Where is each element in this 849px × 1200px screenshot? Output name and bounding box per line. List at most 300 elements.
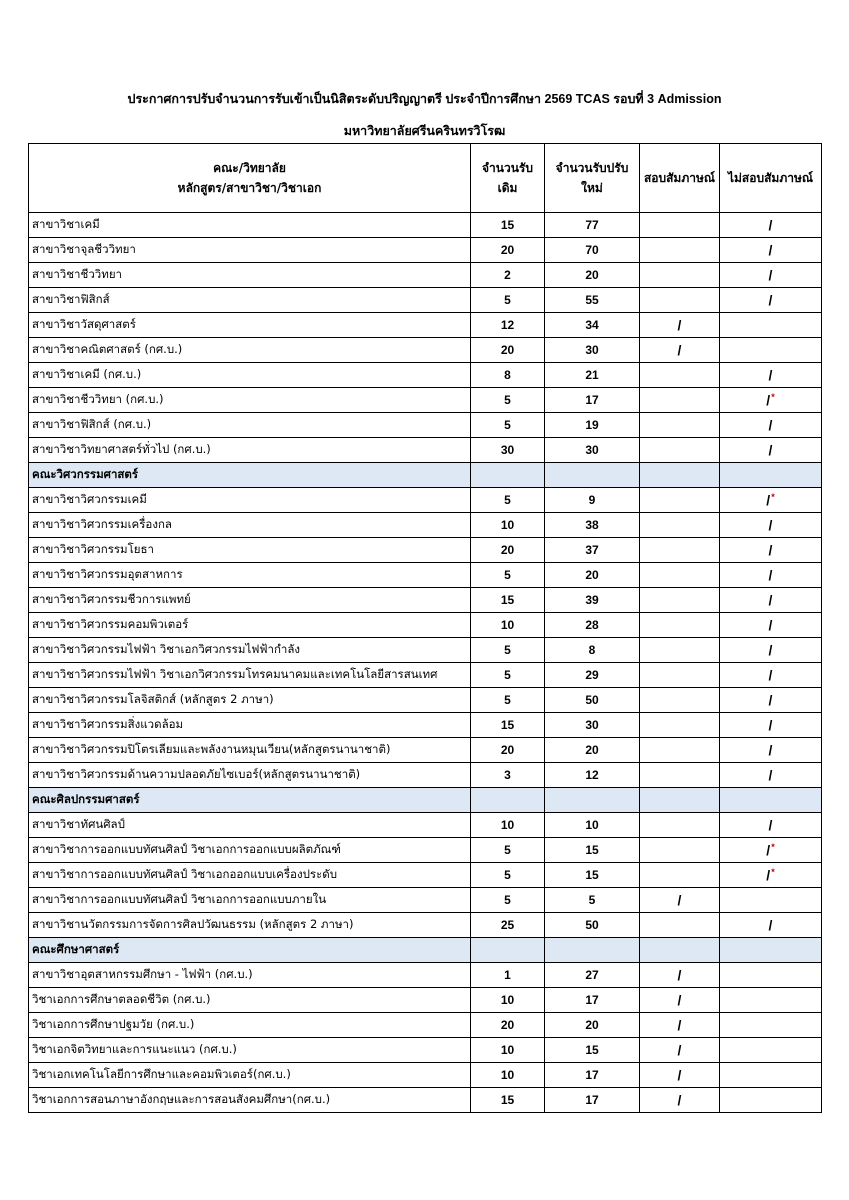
program-name	[29, 1013, 471, 1038]
program-name-text: สาขาวิชาทัศนศิลป์	[32, 817, 125, 831]
new-quota-text: 77	[585, 218, 599, 232]
table-row	[29, 688, 822, 713]
new-quota	[545, 688, 640, 713]
original-quota-text: 20	[500, 343, 515, 357]
section-empty-cell	[471, 463, 545, 488]
new-quota-text: 20	[585, 268, 599, 282]
original-quota	[471, 813, 545, 838]
no-interview-mark	[720, 613, 822, 638]
program-name-text: สาขาวิชาวิศวกรรมสิ่งแวดล้อม	[32, 717, 184, 731]
original-quota	[471, 313, 545, 338]
program-name	[29, 1088, 471, 1113]
no-interview-mark	[720, 563, 822, 588]
new-quota	[545, 413, 640, 438]
original-quota-text: 20	[500, 243, 515, 257]
program-name-text: สาขาวิชาวิศวกรรมชีวการแพทย์	[32, 592, 191, 606]
original-quota-text: 5	[504, 643, 511, 657]
program-name	[29, 313, 471, 338]
new-quota	[545, 563, 640, 588]
no-interview-mark-text: /	[768, 742, 773, 758]
program-name-text: สาขาวิชาวิศวกรรมโยธา	[32, 542, 155, 556]
new-quota	[545, 588, 640, 613]
new-quota-text: 30	[585, 718, 599, 732]
section-name: คณะวิศวกรรมศาสตร์	[29, 463, 471, 488]
program-name-text: สาขาวิชาวิศวกรรมไฟฟ้า วิชาเอกวิศวกรรมไฟฟ้ากำลัง	[32, 642, 301, 656]
no-interview-mark-text: /	[766, 392, 771, 408]
program-name-text: สาขาวิชาจุลชีววิทยา	[32, 242, 136, 256]
original-quota-text: 5	[504, 843, 511, 857]
program-name-text: สาขาวิชาการออกแบบทัศนศิลป์ วิชาเอกการออกแบบภายใน	[32, 892, 327, 906]
table-row	[29, 263, 822, 288]
header-new-quota-line1: จำนวนรับปรับ	[555, 161, 629, 175]
no-interview-mark	[720, 813, 822, 838]
header-new-quota-line2: ใหม่	[581, 181, 603, 195]
interview-mark	[640, 913, 720, 938]
table-row	[29, 988, 822, 1013]
interview-mark-text: /	[677, 317, 682, 333]
no-interview-mark-text: /	[766, 867, 771, 883]
new-quota-text: 39	[585, 593, 599, 607]
table-header-row	[29, 144, 822, 213]
interview-mark	[640, 588, 720, 613]
interview-mark	[640, 313, 720, 338]
no-interview-mark	[720, 863, 822, 888]
interview-mark	[640, 288, 720, 313]
no-interview-mark	[720, 663, 822, 688]
new-quota	[545, 1013, 640, 1038]
no-interview-mark	[720, 688, 822, 713]
new-quota	[545, 363, 640, 388]
new-quota-text: 50	[585, 918, 599, 932]
original-quota-text: 20	[500, 1018, 515, 1032]
interview-mark	[640, 438, 720, 463]
program-name-text: สาขาวิชาวิศวกรรมด้านความปลอดภัยไซเบอร์(หลักสูตรนานาชาติ)	[32, 767, 361, 781]
new-quota-text: 17	[585, 1068, 599, 1082]
program-name	[29, 613, 471, 638]
table-row	[29, 588, 822, 613]
table-row	[29, 963, 822, 988]
original-quota	[471, 438, 545, 463]
new-quota	[545, 638, 640, 663]
program-name	[29, 238, 471, 263]
new-quota-text: 29	[585, 668, 599, 682]
program-name	[29, 863, 471, 888]
section-empty-cell	[471, 938, 545, 963]
interview-mark-text: /	[677, 1092, 682, 1108]
original-quota-text: 5	[504, 668, 511, 682]
interview-mark-text: /	[677, 967, 682, 983]
table-row	[29, 738, 822, 763]
table-row	[29, 763, 822, 788]
no-interview-mark-text: /	[768, 592, 773, 608]
interview-mark	[640, 488, 720, 513]
table-row	[29, 413, 822, 438]
program-name	[29, 563, 471, 588]
program-name	[29, 738, 471, 763]
new-quota	[545, 838, 640, 863]
interview-mark-text: /	[677, 992, 682, 1008]
new-quota	[545, 263, 640, 288]
original-quota-text: 15	[500, 718, 515, 732]
table-row	[29, 513, 822, 538]
original-quota	[471, 263, 545, 288]
no-interview-mark	[720, 488, 822, 513]
section-empty-cell	[640, 788, 720, 813]
original-quota	[471, 988, 545, 1013]
interview-mark	[640, 763, 720, 788]
interview-mark	[640, 363, 720, 388]
original-quota	[471, 363, 545, 388]
original-quota	[471, 388, 545, 413]
program-name	[29, 888, 471, 913]
original-quota	[471, 488, 545, 513]
original-quota	[471, 513, 545, 538]
no-interview-mark-text: /	[768, 717, 773, 733]
no-interview-mark-text: /	[768, 217, 773, 233]
new-quota	[545, 313, 640, 338]
original-quota	[471, 338, 545, 363]
header-program-line1: คณะ/วิทยาลัย	[213, 161, 286, 175]
program-name-text: สาขาวิชานวัตกรรมการจัดการศิลปวัฒนธรรม (หลักสูตร 2 ภาษา)	[32, 917, 354, 931]
no-interview-mark-text: /	[766, 492, 771, 508]
new-quota	[545, 713, 640, 738]
original-quota	[471, 413, 545, 438]
original-quota	[471, 613, 545, 638]
new-quota-text: 37	[585, 543, 599, 557]
interview-mark	[640, 338, 720, 363]
new-quota	[545, 988, 640, 1013]
program-name-text: สาขาวิชาชีววิทยา	[32, 267, 123, 281]
new-quota	[545, 763, 640, 788]
asterisk-icon: *	[771, 842, 775, 852]
no-interview-mark-text: /	[768, 642, 773, 658]
section-empty-cell	[640, 463, 720, 488]
table-row	[29, 663, 822, 688]
interview-mark	[640, 238, 720, 263]
program-name-text: สาขาวิชาการออกแบบทัศนศิลป์ วิชาเอกออกแบบเครื่องประดับ	[32, 867, 337, 881]
program-name	[29, 488, 471, 513]
no-interview-mark	[720, 513, 822, 538]
original-quota	[471, 863, 545, 888]
original-quota-text: 8	[504, 368, 511, 382]
no-interview-mark	[720, 963, 822, 988]
program-name-text: สาขาวิชาวิศวกรรมคอมพิวเตอร์	[32, 617, 189, 631]
original-quota-text: 5	[504, 893, 511, 907]
new-quota-text: 17	[585, 993, 599, 1007]
program-name	[29, 988, 471, 1013]
interview-mark	[640, 563, 720, 588]
original-quota-text: 5	[504, 293, 511, 307]
program-name	[29, 688, 471, 713]
original-quota-text: 12	[500, 318, 515, 332]
no-interview-mark	[720, 313, 822, 338]
original-quota	[471, 1063, 545, 1088]
interview-mark	[640, 388, 720, 413]
section-empty-cell	[545, 938, 640, 963]
section-empty-cell	[720, 788, 822, 813]
original-quota	[471, 238, 545, 263]
original-quota-text: 3	[504, 768, 511, 782]
no-interview-mark	[720, 763, 822, 788]
program-name	[29, 363, 471, 388]
table-row	[29, 813, 822, 838]
no-interview-mark-text: /	[766, 842, 771, 858]
no-interview-mark-text: /	[768, 442, 773, 458]
header-program	[29, 144, 471, 213]
program-name-text: สาขาวิชาวิศวกรรมเครื่องกล	[32, 517, 172, 531]
original-quota-text: 10	[500, 1043, 515, 1057]
new-quota	[545, 663, 640, 688]
new-quota-text: 15	[585, 1043, 599, 1057]
program-name	[29, 538, 471, 563]
new-quota	[545, 238, 640, 263]
header-new-quota	[545, 144, 640, 213]
original-quota-text: 20	[500, 543, 515, 557]
section-empty-cell	[471, 788, 545, 813]
table-row	[29, 538, 822, 563]
table-row	[29, 888, 822, 913]
original-quota-text: 15	[500, 1093, 515, 1107]
original-quota	[471, 288, 545, 313]
new-quota-text: 34	[585, 318, 599, 332]
no-interview-mark	[720, 588, 822, 613]
program-name-text: สาขาวิชาวัสดุศาสตร์	[32, 317, 136, 331]
new-quota	[545, 213, 640, 238]
program-name	[29, 663, 471, 688]
program-name	[29, 713, 471, 738]
no-interview-mark	[720, 388, 822, 413]
no-interview-mark-text: /	[768, 692, 773, 708]
program-name	[29, 588, 471, 613]
original-quota	[471, 588, 545, 613]
table-row	[29, 713, 822, 738]
no-interview-mark-text: /	[768, 292, 773, 308]
no-interview-mark-text: /	[768, 567, 773, 583]
table-row	[29, 638, 822, 663]
table-row	[29, 1063, 822, 1088]
asterisk-icon: *	[771, 492, 775, 502]
new-quota	[545, 863, 640, 888]
new-quota-text: 38	[585, 518, 599, 532]
original-quota	[471, 538, 545, 563]
section-empty-cell	[545, 463, 640, 488]
new-quota-text: 12	[585, 768, 599, 782]
program-name-text: สาขาวิชาเคมี (กศ.บ.)	[32, 367, 142, 381]
program-name	[29, 213, 471, 238]
new-quota	[545, 613, 640, 638]
table-row	[29, 313, 822, 338]
original-quota-text: 5	[504, 868, 511, 882]
original-quota	[471, 638, 545, 663]
program-name	[29, 263, 471, 288]
table-row	[29, 613, 822, 638]
section-row	[29, 788, 822, 813]
new-quota-text: 15	[585, 868, 599, 882]
program-name	[29, 413, 471, 438]
original-quota	[471, 563, 545, 588]
program-name-text: วิชาเอกการศึกษาตลอดชีวิต (กศ.บ.)	[32, 992, 211, 1006]
no-interview-mark	[720, 213, 822, 238]
interview-mark-text: /	[677, 1017, 682, 1033]
new-quota	[545, 813, 640, 838]
interview-mark	[640, 663, 720, 688]
no-interview-mark-text: /	[768, 367, 773, 383]
original-quota	[471, 738, 545, 763]
new-quota-text: 19	[585, 418, 599, 432]
original-quota	[471, 663, 545, 688]
no-interview-mark	[720, 263, 822, 288]
program-name	[29, 838, 471, 863]
no-interview-mark	[720, 288, 822, 313]
interview-mark	[640, 688, 720, 713]
section-empty-cell	[545, 788, 640, 813]
new-quota	[545, 438, 640, 463]
interview-mark	[640, 863, 720, 888]
asterisk-icon: *	[771, 392, 775, 402]
interview-mark	[640, 1088, 720, 1113]
new-quota-text: 5	[588, 893, 596, 907]
original-quota-text: 30	[500, 443, 515, 457]
asterisk-icon: *	[771, 867, 775, 877]
no-interview-mark-text: /	[768, 617, 773, 633]
interview-mark	[640, 513, 720, 538]
program-name-text: วิชาเอกเทคโนโลยีการศึกษาและคอมพิวเตอร์(กศ.บ.)	[32, 1067, 291, 1081]
no-interview-mark	[720, 1088, 822, 1113]
new-quota-text: 50	[585, 693, 599, 707]
program-name	[29, 338, 471, 363]
no-interview-mark-text: /	[768, 517, 773, 533]
original-quota-text: 10	[500, 618, 515, 632]
program-name	[29, 813, 471, 838]
original-quota-text: 20	[500, 743, 515, 757]
program-name-text: วิชาเอกจิตวิทยาและการแนะแนว (กศ.บ.)	[32, 1042, 237, 1056]
section-empty-cell	[720, 463, 822, 488]
program-name-text: สาขาวิชาชีววิทยา (กศ.บ.)	[32, 392, 164, 406]
header-original-quota-line2: เดิม	[497, 181, 518, 195]
new-quota-text: 21	[585, 368, 599, 382]
program-name	[29, 1063, 471, 1088]
program-name	[29, 963, 471, 988]
table-body	[29, 213, 822, 1113]
new-quota-text: 27	[585, 968, 599, 982]
program-name	[29, 288, 471, 313]
original-quota-text: 10	[500, 518, 515, 532]
interview-mark	[640, 838, 720, 863]
table-row	[29, 863, 822, 888]
original-quota-text: 5	[504, 568, 511, 582]
program-name-text: สาขาวิชาเคมี	[32, 217, 100, 231]
original-quota	[471, 1013, 545, 1038]
no-interview-mark	[720, 888, 822, 913]
no-interview-mark-text: /	[768, 767, 773, 783]
table-row	[29, 1013, 822, 1038]
interview-mark-text: /	[677, 342, 682, 358]
original-quota	[471, 763, 545, 788]
no-interview-mark	[720, 438, 822, 463]
interview-mark	[640, 613, 720, 638]
new-quota-text: 28	[585, 618, 599, 632]
new-quota	[545, 513, 640, 538]
original-quota-text: 5	[504, 493, 511, 507]
no-interview-mark	[720, 713, 822, 738]
header-interview: สอบสัมภาษณ์	[640, 144, 720, 213]
table-row	[29, 838, 822, 863]
program-name	[29, 763, 471, 788]
program-name-text: สาขาวิชาวิศวกรรมอุตสาหการ	[32, 567, 183, 581]
new-quota-text: 17	[585, 1093, 599, 1107]
no-interview-mark-text: /	[768, 242, 773, 258]
new-quota	[545, 1088, 640, 1113]
new-quota-text: 20	[585, 1018, 599, 1032]
table-row	[29, 338, 822, 363]
table-row	[29, 913, 822, 938]
new-quota-text: 17	[585, 393, 599, 407]
interview-mark	[640, 1013, 720, 1038]
program-name-text: สาขาวิชาอุตสาหกรรมศึกษา - ไฟฟ้า (กศ.บ.)	[32, 967, 253, 981]
original-quota-text: 5	[504, 693, 511, 707]
header-original-quota-line1: จำนวนรับ	[482, 161, 533, 175]
no-interview-mark-text: /	[768, 817, 773, 833]
interview-mark-text: /	[677, 1042, 682, 1058]
interview-mark	[640, 888, 720, 913]
interview-mark	[640, 413, 720, 438]
new-quota-text: 55	[585, 293, 599, 307]
program-name	[29, 388, 471, 413]
no-interview-mark	[720, 838, 822, 863]
new-quota	[545, 338, 640, 363]
no-interview-mark	[720, 913, 822, 938]
new-quota-text: 20	[585, 743, 599, 757]
table-row	[29, 438, 822, 463]
interview-mark	[640, 813, 720, 838]
new-quota-text: 20	[585, 568, 599, 582]
new-quota-text: 9	[588, 493, 596, 507]
original-quota-text: 2	[504, 268, 511, 282]
no-interview-mark	[720, 1063, 822, 1088]
page-title: ประกาศการปรับจำนวนการรับเข้าเป็นนิสิตระดับปริญญาตรี ประจำปีการศึกษา 2569 TCAS รอบที่ 3 Admission	[127, 92, 722, 106]
program-name-text: สาขาวิชาการออกแบบทัศนศิลป์ วิชาเอกการออกแบบผลิตภัณฑ์	[32, 842, 341, 856]
no-interview-mark	[720, 1013, 822, 1038]
new-quota-text: 10	[585, 818, 599, 832]
original-quota-text: 25	[500, 918, 515, 932]
program-name	[29, 513, 471, 538]
original-quota-text: 5	[504, 393, 511, 407]
interview-mark-text: /	[677, 892, 682, 908]
new-quota-text: 15	[585, 843, 599, 857]
no-interview-mark	[720, 988, 822, 1013]
no-interview-mark-text: /	[768, 267, 773, 283]
section-row	[29, 938, 822, 963]
table-row	[29, 388, 822, 413]
original-quota	[471, 688, 545, 713]
no-interview-mark-text: /	[768, 542, 773, 558]
original-quota	[471, 1038, 545, 1063]
original-quota	[471, 888, 545, 913]
original-quota-text: 5	[504, 418, 511, 432]
original-quota-text: 15	[500, 218, 515, 232]
new-quota-text: 30	[585, 443, 599, 457]
section-name: คณะศึกษาศาสตร์	[29, 938, 471, 963]
original-quota-text: 1	[504, 968, 511, 982]
interview-mark	[640, 1038, 720, 1063]
new-quota	[545, 913, 640, 938]
table-row	[29, 1038, 822, 1063]
interview-mark	[640, 713, 720, 738]
program-name	[29, 638, 471, 663]
table-row	[29, 563, 822, 588]
program-name-text: สาขาวิชาวิศวกรรมไฟฟ้า วิชาเอกวิศวกรรมโทรคมนาคมและเทคโนโลยีสารสนเทศ	[32, 667, 438, 681]
new-quota	[545, 888, 640, 913]
